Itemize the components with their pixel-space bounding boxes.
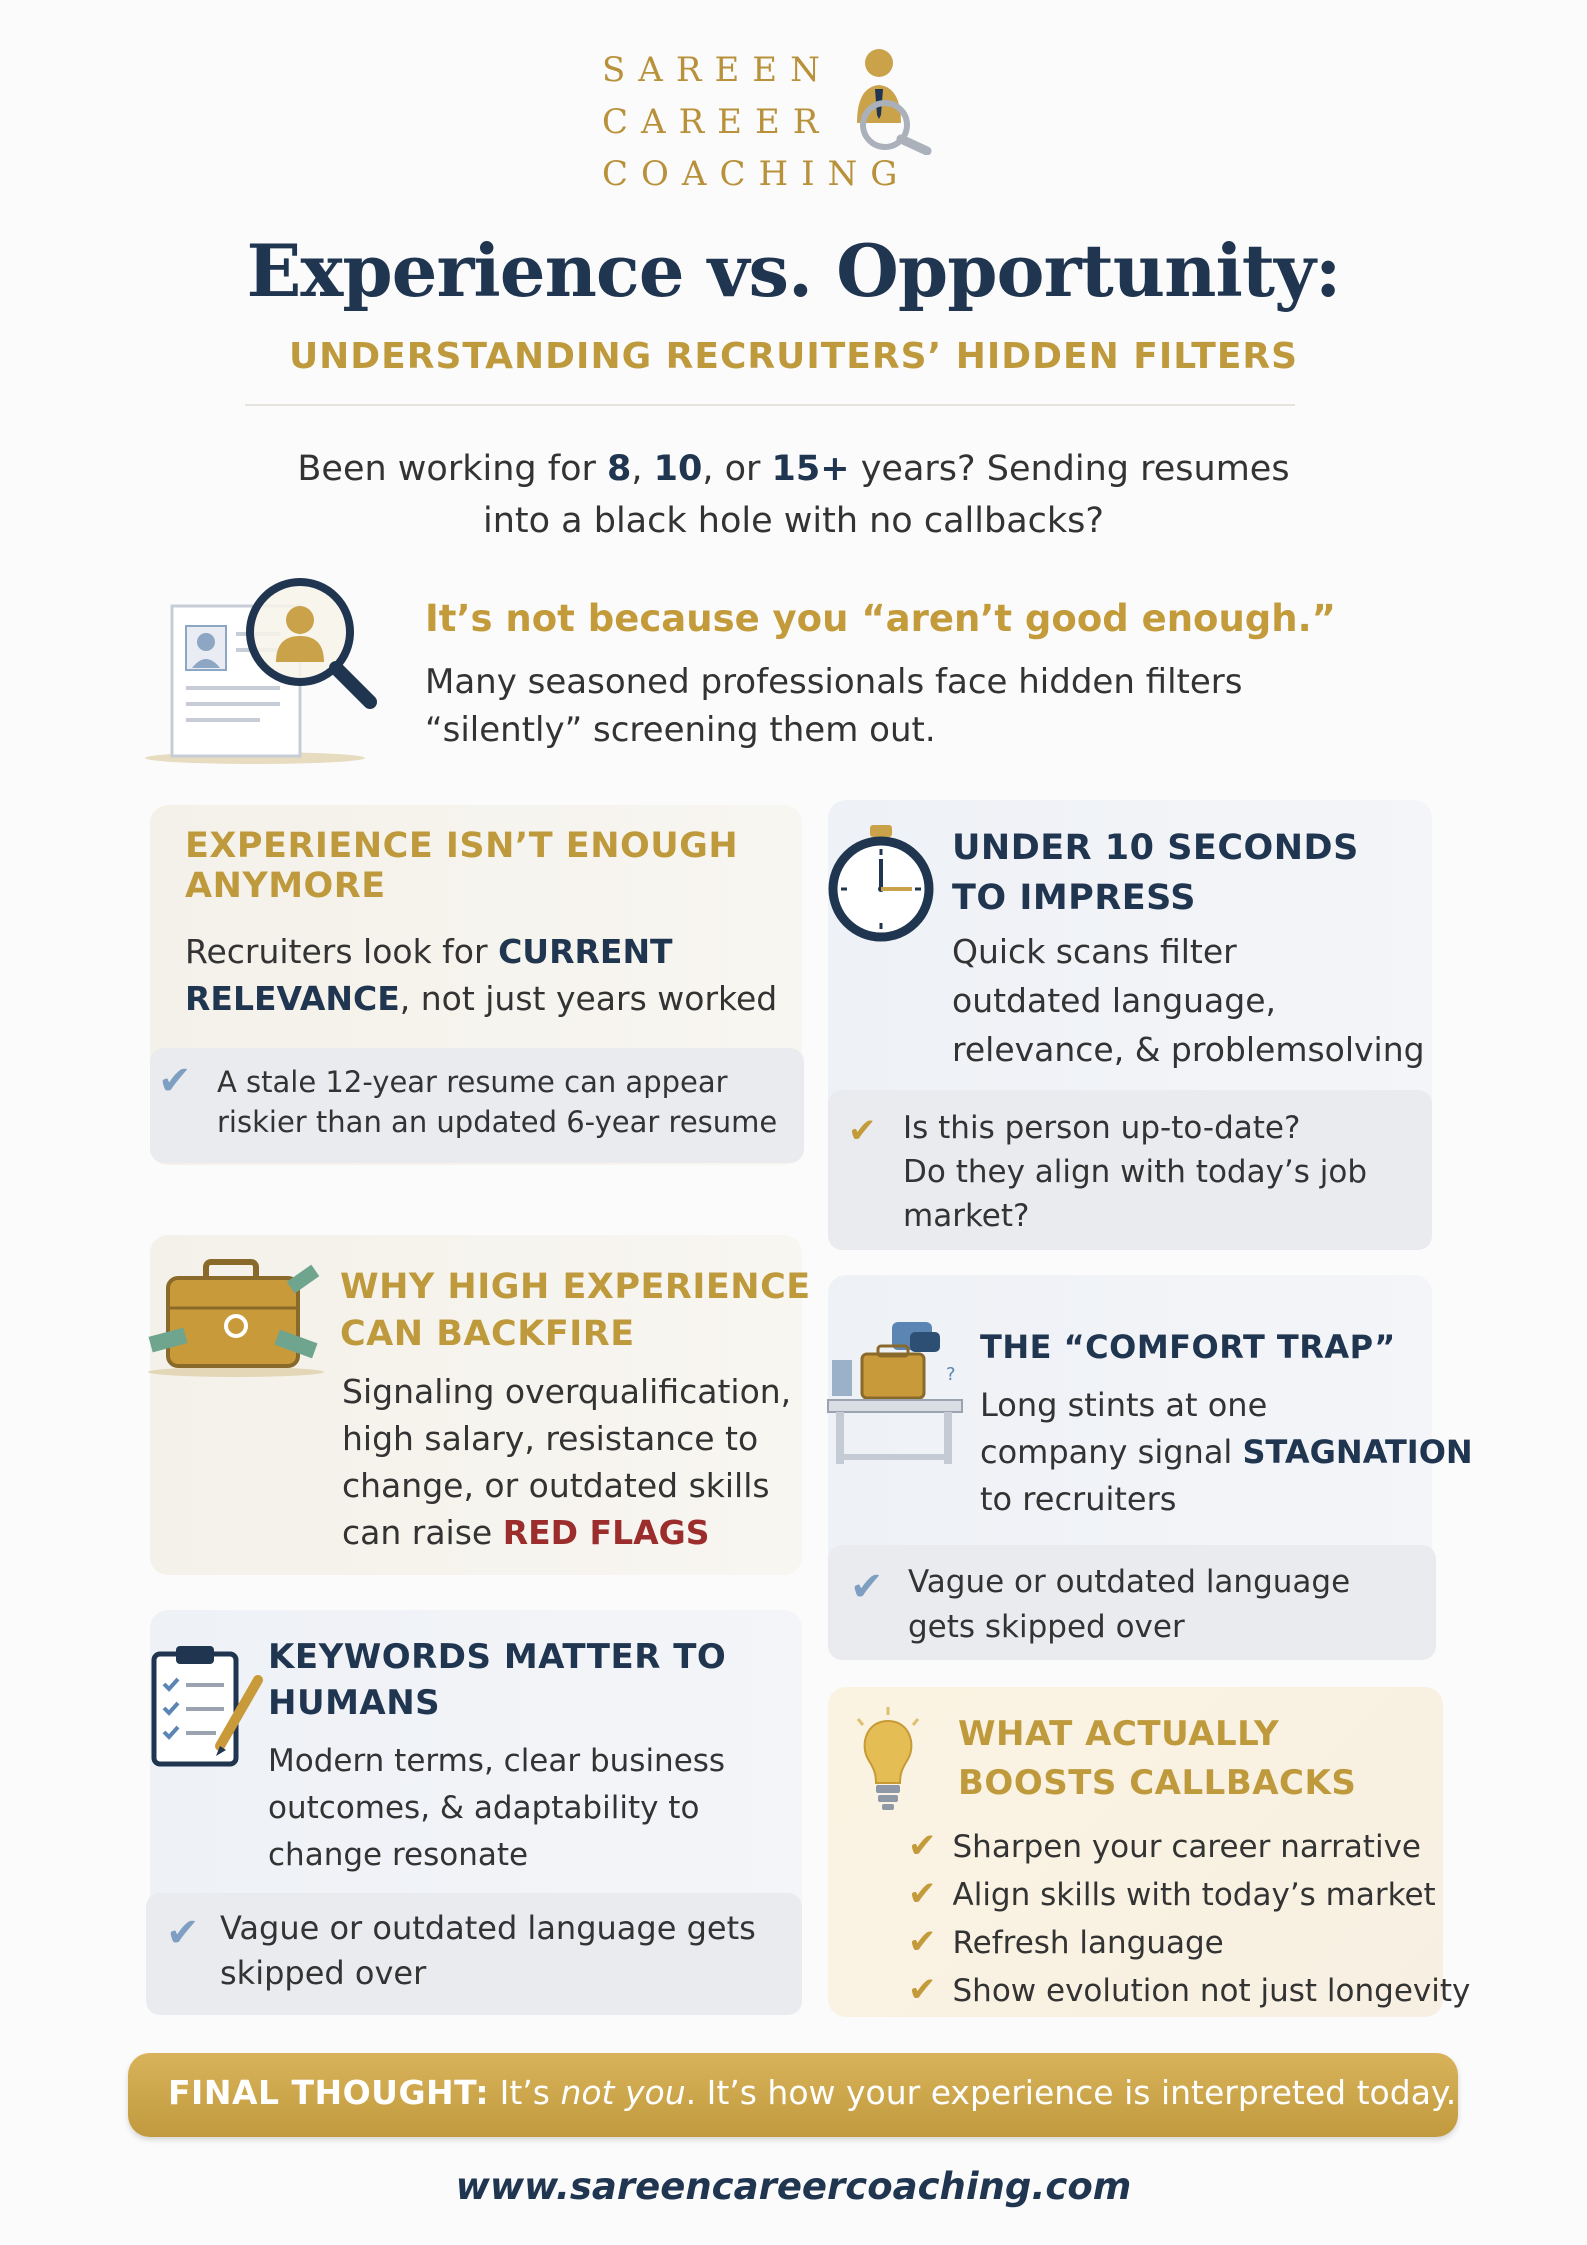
logo-line-3: COACHING [602, 154, 911, 194]
logo-line-1: SAREEN [602, 50, 833, 90]
card-comfort-heading: THE “COMFORT TRAP” [980, 1328, 1396, 1366]
card-backfire-body: Signaling overqualification, high salary, resistance to change, or outdated skills can raise RED FLAGS [342, 1372, 792, 1552]
checkmark-icon: ✔ [908, 1970, 937, 2010]
hook-body: Many seasoned professionals face hidden filters “silently” screening them out. [425, 662, 1243, 750]
boosts-list [908, 1823, 1470, 2015]
checkmark-icon: ✔ [850, 1564, 884, 1610]
card-experience-note-text: A stale 12-year resume can appear riskier than an updated 6-year resume [217, 1065, 778, 1139]
hook-title: It’s not because you “aren’t good enough.” [425, 597, 1336, 640]
card-experience-body: Recruiters look for CURRENT RELEVANCE, not just years worked [185, 932, 778, 1018]
card-backfire-heading: WHY HIGH EXPERIENCE CAN BACKFIRE [340, 1267, 811, 1354]
person-magnifier-icon [835, 45, 935, 155]
resume-search-icon [140, 570, 380, 770]
card-seconds-heading: UNDER 10 SECONDS TO IMPRESS [952, 828, 1359, 918]
logo-line-2: CAREER [602, 102, 832, 142]
list-item: ✔ Refresh language [908, 1922, 1224, 1962]
checkmark-icon: ✔ [908, 1922, 937, 1962]
page-title: Experience vs. Opportunity: [246, 228, 1341, 313]
checkmark-icon: ✔ [848, 1111, 877, 1151]
list-item: ✔ Align skills with today’s market [908, 1874, 1436, 1914]
card-comfort-body: Long stints at one company signal STAGNATION to recruiters [980, 1386, 1473, 1518]
desk-icon [826, 1318, 966, 1468]
intro-line-1: Been working for 8, 10, or 15+ years? Sending resumes [297, 449, 1290, 489]
card-seconds-note-text: Is this person up-to-date? Do they align with today’s job market? [903, 1110, 1368, 1234]
checkmark-icon: ✔ [166, 1910, 200, 1956]
checkmark-icon: ✔ [908, 1826, 937, 1866]
card-comfort-note-text: Vague or outdated language gets skipped over [908, 1564, 1351, 1645]
list-item: ✔ Show evolution not just longevity [908, 1970, 1471, 2010]
intro-text [0, 443, 1587, 547]
intro-line-2: into a black hole with no callbacks? [483, 501, 1104, 541]
checkmark-icon: ✔ [908, 1874, 937, 1914]
page-subtitle: UNDERSTANDING RECRUITERS’ HIDDEN FILTERS [288, 336, 1299, 377]
briefcase-money-icon [146, 1258, 326, 1378]
card-keywords-note-text: Vague or outdated language gets skipped over [220, 1909, 756, 1992]
final-thought-text: FINAL THOUGHT: It’s not you. It’s how your experience is interpreted today. [168, 2073, 1457, 2112]
website-link[interactable]: www.sareencareercoaching.com [455, 2165, 1132, 2208]
lightbulb-icon [848, 1705, 928, 1815]
list-item: ✔ Sharpen your career narrative [908, 1826, 1421, 1866]
card-seconds-body: Quick scans filter outdated language, relevance, & problemsolving [952, 932, 1425, 1069]
svg-text:?: ? [946, 1364, 956, 1385]
clipboard-checklist-icon [146, 1640, 266, 1770]
final-thought-banner [128, 2053, 1458, 2137]
card-keywords-heading: KEYWORDS MATTER TO HUMANS [268, 1637, 727, 1723]
divider [245, 404, 1295, 406]
card-keywords-body: Modern terms, clear business outcomes, & adaptability to change resonate [268, 1743, 726, 1873]
card-experience-heading: EXPERIENCE ISN’T ENOUGH ANYMORE [185, 826, 739, 906]
stopwatch-icon [826, 823, 936, 945]
card-boosts-heading: WHAT ACTUALLY BOOSTS CALLBACKS [958, 1714, 1357, 1803]
checkmark-icon: ✔ [158, 1058, 192, 1104]
